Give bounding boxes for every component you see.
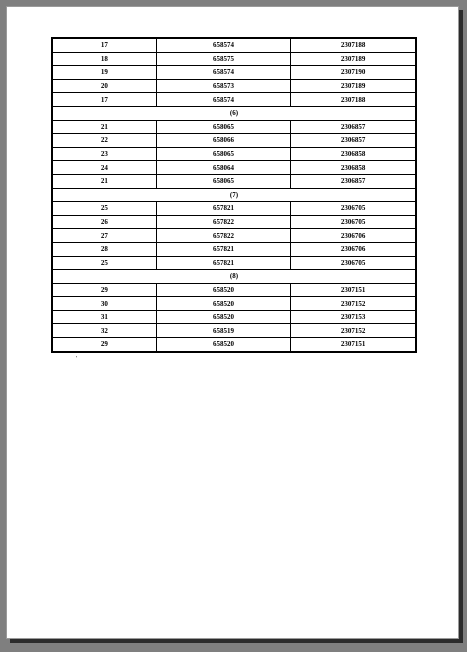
table-row [52,229,416,243]
table-row [52,134,416,148]
easting-cell: 658520 [156,310,291,324]
table-row [52,79,416,93]
coordinates-table [51,37,417,353]
coordinates-table-body [52,38,416,352]
point-number-cell: 29 [52,283,156,297]
easting-cell: 657821 [156,242,291,256]
table-section-header-row [52,188,416,202]
table-section-header-row [52,270,416,284]
easting-cell: 658519 [156,324,291,338]
table-row [52,174,416,188]
point-number-cell: 21 [52,120,156,134]
table-row [52,93,416,107]
table-row [52,256,416,270]
table-row [52,161,416,175]
easting-cell: 657821 [156,256,291,270]
northing-cell: 2306705 [291,202,416,216]
point-number-cell: 21 [52,174,156,188]
table-row [52,202,416,216]
northing-cell: 2307190 [291,66,416,80]
table-row [52,120,416,134]
table-row [52,297,416,311]
point-number-cell: 23 [52,147,156,161]
point-number-cell: 17 [52,38,156,52]
table-row [52,38,416,52]
northing-cell: 2306706 [291,229,416,243]
northing-cell: 2307188 [291,38,416,52]
easting-cell: 657822 [156,215,291,229]
table-row [52,52,416,66]
table-row [52,215,416,229]
point-number-cell: 26 [52,215,156,229]
northing-cell: 2307151 [291,338,416,352]
easting-cell: 657822 [156,229,291,243]
point-number-cell: 20 [52,79,156,93]
easting-cell: 658520 [156,297,291,311]
section-label: (8) [52,270,416,284]
section-label: (6) [52,106,416,120]
section-label: (7) [52,188,416,202]
point-number-cell: 25 [52,256,156,270]
point-number-cell: 27 [52,229,156,243]
northing-cell: 2307153 [291,310,416,324]
point-number-cell: 31 [52,310,156,324]
point-number-cell: 24 [52,161,156,175]
table-row [52,283,416,297]
northing-cell: 2307188 [291,93,416,107]
point-number-cell: 18 [52,52,156,66]
easting-cell: 657821 [156,202,291,216]
easting-cell: 658066 [156,134,291,148]
northing-cell: 2307189 [291,79,416,93]
document-page [6,6,459,639]
easting-cell: 658065 [156,147,291,161]
point-number-cell: 25 [52,202,156,216]
point-number-cell: 29 [52,338,156,352]
northing-cell: 2306858 [291,147,416,161]
easting-cell: 658574 [156,38,291,52]
northing-cell: 2306706 [291,242,416,256]
easting-cell: 658574 [156,66,291,80]
northing-cell: 2306857 [291,174,416,188]
table-row [52,242,416,256]
point-number-cell: 28 [52,242,156,256]
easting-cell: 658520 [156,283,291,297]
point-number-cell: 17 [52,93,156,107]
easting-cell: 658573 [156,79,291,93]
northing-cell: 2306705 [291,215,416,229]
table-row [52,66,416,80]
point-number-cell: 19 [52,66,156,80]
northing-cell: 2306857 [291,134,416,148]
northing-cell: 2306857 [291,120,416,134]
point-number-cell: 32 [52,324,156,338]
table-row [52,310,416,324]
easting-cell: 658520 [156,338,291,352]
northing-cell: 2307152 [291,324,416,338]
northing-cell: 2307189 [291,52,416,66]
table-row [52,338,416,352]
northing-cell: 2306858 [291,161,416,175]
easting-cell: 658065 [156,174,291,188]
northing-cell: 2306705 [291,256,416,270]
easting-cell: 658575 [156,52,291,66]
easting-cell: 658064 [156,161,291,175]
easting-cell: 658574 [156,93,291,107]
easting-cell: 658065 [156,120,291,134]
northing-cell: 2307152 [291,297,416,311]
footnote-mark: ' [76,356,78,362]
northing-cell: 2307151 [291,283,416,297]
point-number-cell: 30 [52,297,156,311]
table-row [52,324,416,338]
point-number-cell: 22 [52,134,156,148]
table-section-header-row [52,106,416,120]
table-row [52,147,416,161]
